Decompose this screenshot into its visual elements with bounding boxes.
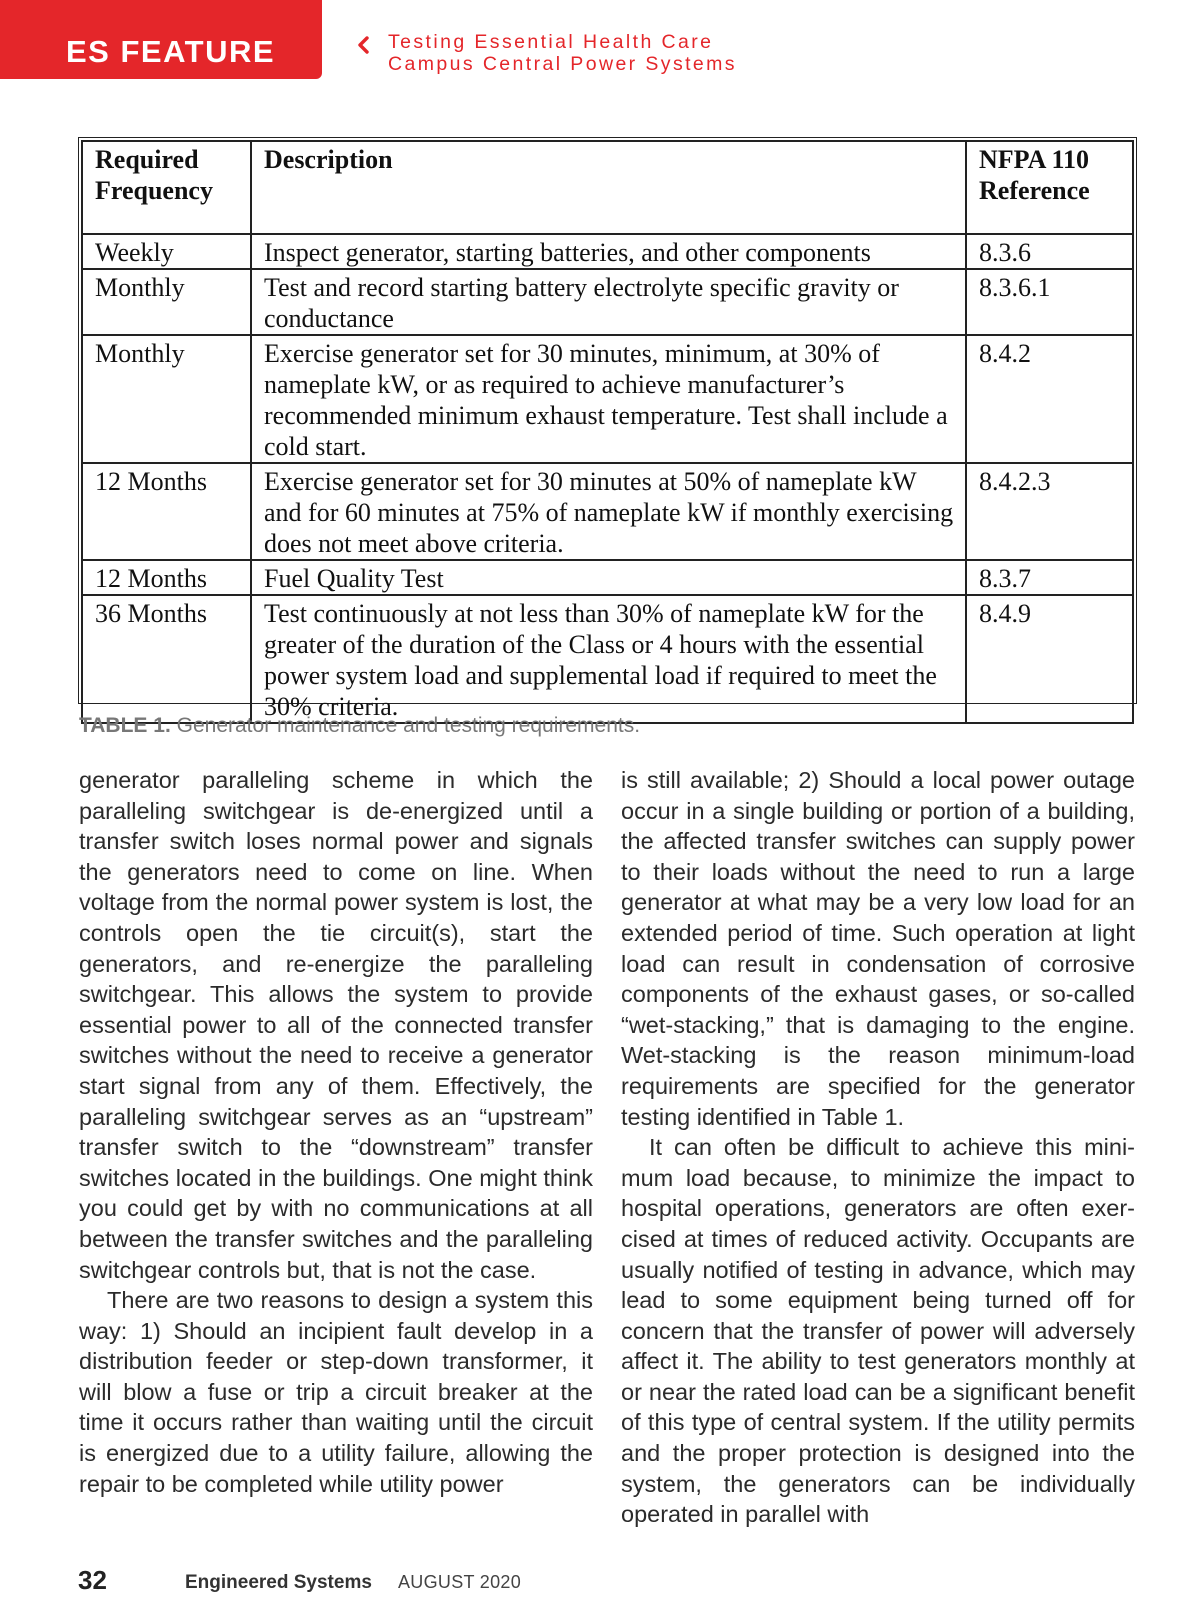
reference-cell: 8.4.2: [966, 335, 1133, 463]
frequency-cell: 36 Months: [82, 595, 251, 723]
requirements-table-frame: [78, 137, 1137, 721]
reference-cell: 8.3.6.1: [966, 269, 1133, 335]
description-cell: Exercise generator set for 30 minutes at 50% of nameplate kW and for 60 minutes at 75% of nameplate kW if monthly exercising does not meet above criteria.: [251, 463, 966, 560]
frequency-cell: 12 Months: [82, 560, 251, 595]
body-paragraph: It can often be difficult to achieve this minimum load because, to minimize the impact to hospital operations, generators are often exercised at times of reduced activity. Occupants are usually notified of testing in advance, which may lead to some equipment being turned off for concern that the transfer of power will adversely affect it. The ability to test generators monthly at or near the rated load can be a significant benefit of this type of central system. If the utility permits and the proper protection is designed into the system, the generators can be individually operated in parallel with: [621, 1134, 1135, 1528]
table-header-row: [82, 141, 1133, 234]
issue-date: AUGUST 2020: [398, 1572, 522, 1592]
column-header-reference: NFPA 110 Reference: [966, 141, 1133, 234]
chevron-left-icon: [357, 36, 369, 54]
body-paragraph: is still available; 2) Should a local power outage occur in a single building or portion of a building, the affected transfer switches can supply power to their loads without the need to run a large generator at what may be a very low load for an extended period of time. Such operation at light load can result in condensation of corrosive components of the exhaust gases, or so-called “wet-stacking,” that is damaging to the engine. Wet-stacking is the reason minimum-load requirements are specified for the generator testing identified in Table 1.: [621, 767, 1135, 1130]
caption-text: Generator maintenance and testing requirements.: [176, 714, 641, 737]
body-column-left: [79, 765, 593, 1499]
frequency-cell: Monthly: [82, 335, 251, 463]
magazine-name: Engineered Systems: [185, 1572, 372, 1593]
frequency-cell: 12 Months: [82, 463, 251, 560]
table-row: [82, 595, 1133, 723]
section-label: ES FEATURE: [66, 34, 276, 69]
description-cell: Test continuously at not less than 30% of nameplate kW for the greater of the duration of the Class or 4 hours with the essential power system load and supplemental load if required to meet the 30% criteria.: [251, 595, 966, 723]
column-header-description: Description: [251, 141, 966, 234]
table-caption: [79, 714, 640, 738]
table-row: [82, 234, 1133, 269]
article-title-line-2: Campus Central Power Systems: [388, 53, 737, 75]
caption-label: TABLE 1.: [79, 714, 171, 737]
description-cell: Test and record starting battery electrolyte specific gravity or conductance: [251, 269, 966, 335]
description-cell: Exercise generator set for 30 minutes, minimum, at 30% of nameplate kW, or as required to achieve manufacturer’s recommended minimum exhaust temperature. Test shall include a cold start.: [251, 335, 966, 463]
reference-cell: 8.3.6: [966, 234, 1133, 269]
body-column-right: [621, 765, 1135, 1530]
description-cell: Fuel Quality Test: [251, 560, 966, 595]
table-row: [82, 463, 1133, 560]
table-row: [82, 335, 1133, 463]
frequency-cell: Monthly: [82, 269, 251, 335]
description-cell: Inspect generator, starting batteries, and other components: [251, 234, 966, 269]
body-paragraph: generator paralleling scheme in which the paralleling switchgear is de-energized until a transfer switch loses normal power and signals the generators need to come on line. When voltage from the normal power system is lost, the controls open the tie circuit(s), start the generators, and re-energize the paralleling switchgear. This allows the system to provide essential power to all of the connected transfer switches without the need to receive a generator start signal from any of them. Effectively, the paralleling switchgear serves as an “upstream” transfer switch to the “downstream” transfer switches located in the buildings. One might think you could get by with no communications at all between the transfer switches and the paralleling switchgear controls but, that is not the case.: [79, 767, 593, 1283]
table-row: [82, 560, 1133, 595]
article-title-line-1: Testing Essential Health Care: [388, 31, 714, 53]
page-number: 32: [78, 1565, 107, 1595]
reference-cell: 8.3.7: [966, 560, 1133, 595]
reference-cell: 8.4.9: [966, 595, 1133, 723]
section-banner: [0, 0, 322, 79]
column-header-frequency: Required Frequency: [82, 141, 251, 234]
requirements-table: [81, 140, 1134, 724]
table-row: [82, 269, 1133, 335]
frequency-cell: Weekly: [82, 234, 251, 269]
body-paragraph: There are two reasons to design a system this way: 1) Should an incipient fault develop in a distribution feeder or step-down transformer, it will blow a fuse or trip a circuit breaker at the time it occurs rather than waiting until the circuit is energized due to a utility failure, allowing the repair to be completed while utility power: [79, 1287, 593, 1497]
reference-cell: 8.4.2.3: [966, 463, 1133, 560]
